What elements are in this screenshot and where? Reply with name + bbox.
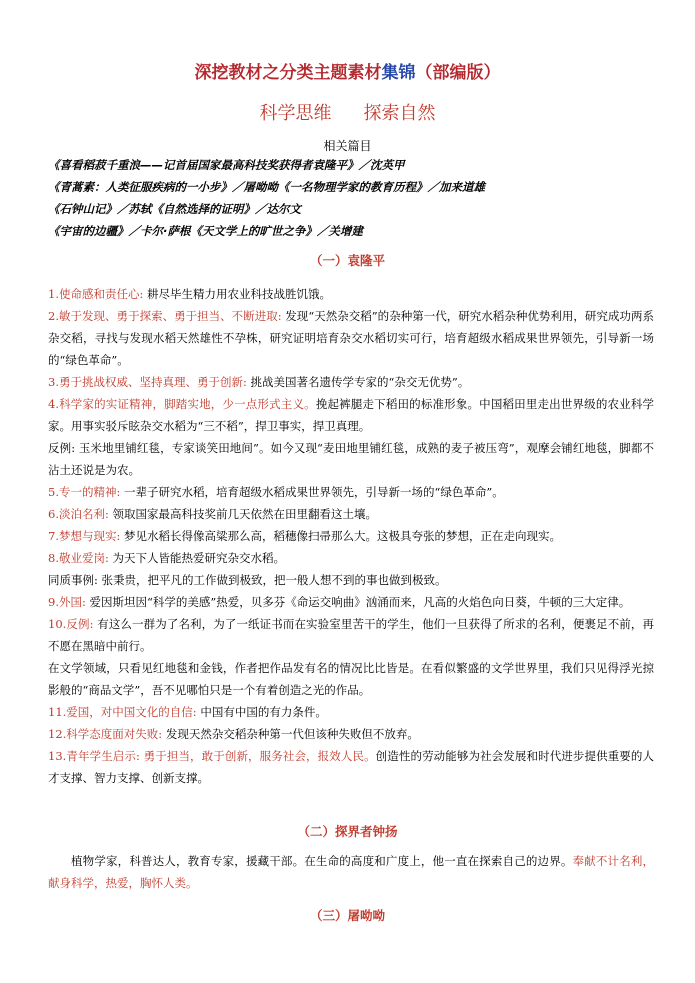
list-item: 12.科学态度面对失败: 发现天然杂交稻杂种第一代但该种失败但不放弃。 <box>48 727 419 741</box>
list-item: 7.梦想与现实: 梦见水稻长得像高粱那么高，稻穗像扫帚那么大。这极具夸张的梦想，正在走向现实。 <box>48 529 562 543</box>
list-item: 在文学领域，只看见红地毯和金钱，作者把作品发有名的情况比比皆是。在看似繁盛的文学世界里，我们只见得浮光掠影般的“商品文学”，吾不见哪怕只是一个有着创造之光的作品。 <box>48 661 654 697</box>
section-body-zhong <box>48 850 654 894</box>
list-item: 同质事例: 张秉贵，把平凡的工作做到极致，把一般人想不到的事也做到极致。 <box>48 573 447 587</box>
page-subtitle <box>0 99 695 125</box>
list-item: 8.敬业爱岗: 为天下人皆能热爱研究杂交水稻。 <box>48 551 286 565</box>
list-item: 2.敏于发现、勇于探索、勇于担当、不断进取: 发现“天然杂交稻”的杂种第一代，研究水稻杂种优势利用，研究成功两系杂交稻，寻找与发现水稻天然雄性不孕株，研究证明培育杂交水稻切实可行，培育超级水稻成果世界领先，引导新一场的“绿色革命”。 <box>48 309 654 367</box>
reference-list <box>48 154 658 242</box>
related-heading: 相关篇目 <box>323 139 372 153</box>
list-item: 5.专一的精神: 一辈子研究水稻，培育超级水稻成果世界领先，引导新一场的“绿色革命”。 <box>48 485 504 499</box>
section-heading-yuan: （一）袁隆平 <box>309 253 385 268</box>
reference-item: 《喜看稻菽千重浪——记首届国家最高科技奖获得者袁隆平》／沈英甲 <box>48 158 405 172</box>
list-item: 6.淡泊名利: 领取国家最高科技奖前几天依然在田里翻看这土壤。 <box>48 507 378 521</box>
list-item: 13.青年学生启示: 勇于担当，敢于创新，服务社会，报效人民。创造性的劳动能够为社会发展和时代进步提供重要的人才支撑、智力支撑、创新支撑。 <box>48 749 655 785</box>
list-item: 反例: 玉米地里铺红毯，专家谈笑田地间”。如今又现“麦田地里铺红毯，成熟的麦子被压弯”，观摩会铺红地毯，脚都不沾土还说是为农。 <box>48 441 655 477</box>
section-body-yuan <box>48 283 654 789</box>
page-title <box>0 58 695 83</box>
list-item: 9.外国: 爱因斯坦因“科学的美感”热爱，贝多芬《命运交响曲》汹涌而来，凡高的火焰色向日葵，牛顿的三大定律。 <box>48 595 631 609</box>
list-item: 3.勇于挑战权威、坚持真理、勇于创新: 挑战美国著名遗传学专家的“杂交无优势”。 <box>48 375 470 389</box>
title-highlight: 集锦 <box>381 63 416 83</box>
list-item: 11.爱国，对中国文化的自信: 中国有中国的有力条件。 <box>48 705 327 719</box>
reference-item: 《宇宙的边疆》／卡尔·萨根《天文学上的旷世之争》／关增建 <box>48 224 363 238</box>
section-heading-tu: （三）屠呦呦 <box>309 908 385 923</box>
reference-item: 《石钟山记》／苏轼《自然选择的证明》／达尔文 <box>48 202 301 216</box>
title-edition: （部编版） <box>415 63 501 83</box>
reference-item: 《青蒿素：人类征服疾病的一小步》／屠呦呦《一名物理学家的教育历程》／加来道雄 <box>48 180 485 194</box>
list-item: 1.使命感和责任心: 耕尽毕生精力用农业科技战胜饥饿。 <box>48 287 332 301</box>
paragraph: 植物学家，科普达人，教育专家，援藏干部。在生命的高度和广度上，他一直在探索自己的边界。奉献不计名利，献身科学，热爱，胸怀人类。 <box>48 854 654 890</box>
title-main: 深挖教材之分类主题素材 <box>194 63 382 83</box>
section-heading-zhong: （二）探界者钟扬 <box>297 824 398 839</box>
subtitle-left: 科学思维 <box>259 103 332 124</box>
list-item: 10.反例: 有这么一群为了名利，为了一纸证书而在实验室里苦干的学生，他们一旦获得了所求的名利，便裹足不前，再不愿在黑暗中前行。 <box>48 617 654 653</box>
list-item: 4.科学家的实证精神，脚踏实地，少一点形式主义。挽起裤腿走下稻田的标准形象。中国稻田里走出世界级的农业科学家。用事实驳斥眩杂交水稻为“三不稻”，捍卫事实，捍卫真理。 <box>48 397 654 433</box>
subtitle-right: 探索自然 <box>363 103 436 124</box>
